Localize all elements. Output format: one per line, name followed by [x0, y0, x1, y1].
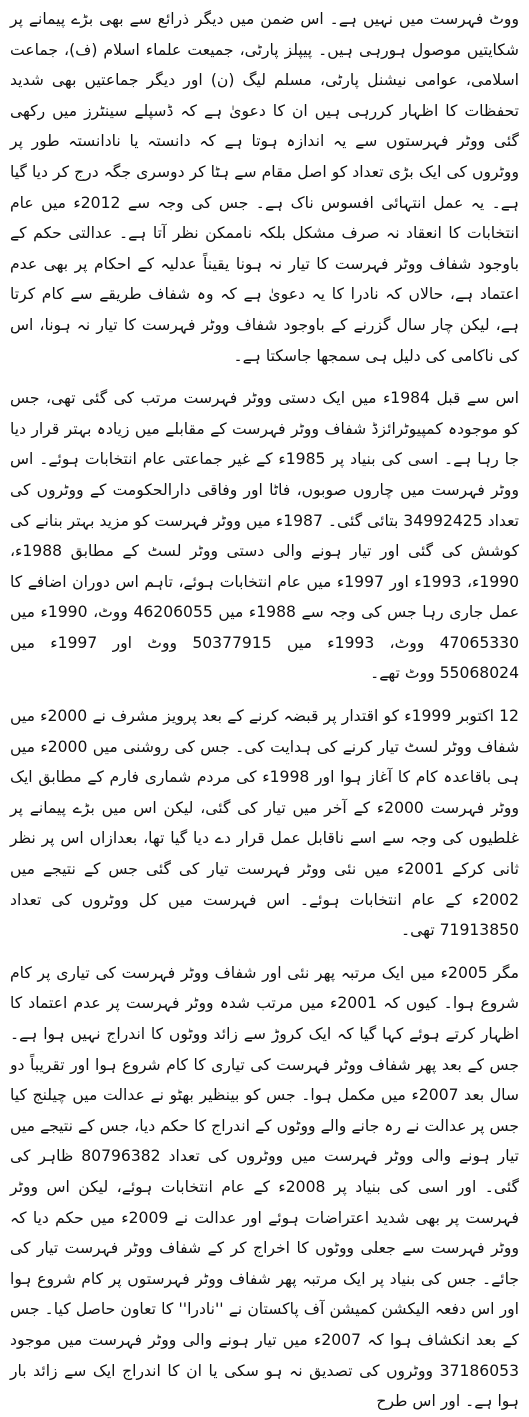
article-paragraph: مگر 2005ء میں ایک مرتبہ پھر نئی اور شفاف ووٹر فہرست کی تیاری پر کام شروع ہوا۔ کیوں کہ 2001ء میں مرتب شدہ ووٹر فہرست پر عدم اعتماد کا اظہار کرتے ہوئے کہا گیا کہ ایک کروڑ سے زائد ووٹوں کا اندراج نہیں ہوا ہے۔ جس کے بعد پھر شفاف ووٹر فہرست کی تیاری کا کام شروع ہوا اور تقریباً دو سال بعد 2007ء میں مکمل ہوا۔ جس کو بینظیر بھٹو نے عدالت میں چیلنج کیا جس پر عدالت نے رہ جانے والے ووٹوں کے اندراج کا حکم دیا، جس کے نتیجے میں تیار ہونے والی ووٹر فہرست میں ووٹروں کی تعداد 80796382 ظاہر کی گئی۔ اور اسی کی بنیاد پر 2008ء کے عام انتخابات ہوئے، لیکن اس ووٹر فہرست پر بھی شدید اعتراضات ہوئے اور عدالت نے 2009ء میں حکم دیا کہ ووٹر فہرست سے جعلی ووٹوں کا اخراج کر کے شفاف ووٹر فہرست تیار کی جائے۔ جس کی بنیاد پر ایک مرتبہ پھر شفاف ووٹر فہرستوں پر کام شروع ہوا اور اس دفعہ الیکشن کمیشن آف پاکستان نے ''نادرا'' کا تعاون حاصل کیا۔ جس کے بعد انکشاف ہوا کہ 2007ء میں تیار ہونے والی ووٹر فہرست میں موجود 37186053 ووٹروں کی تصدیق نہ ہو سکی یا ان کا اندراج ایک سے زائد بار ہوا ہے۔ اور اس طرح	[10, 963, 519, 1411]
article-paragraph: ووٹ فہرست میں نہیں ہے۔ اس ضمن میں دیگر ذرائع سے بھی بڑے پیمانے پر شکایتیں موصول ہورہی ہیں۔ پیپلز پارٹی، جمیعت علماء اسلام (ف)، جماعت اسلامی، عوامی نیشنل پارٹی، مسلم لیگ (ن) اور دیگر جماعتیں بھی شدید تحفظات کا اظہار کررہی ہیں ان کا دعویٰ ہے کہ ڈسپلے سینٹرز میں رکھی گئی ووٹر فہرستوں سے یہ اندازہ ہوتا ہے کہ دانستہ یا نادانستہ طور پر ووٹروں کی ایک بڑی تعداد کو اصل مقام سے ہٹا کر دوسری جگہ درج کر دیا گیا ہے۔ یہ عمل انتہائی افسوس ناک ہے۔ جس کی وجہ سے 2012ء میں عام انتخابات کا انعقاد نہ صرف مشکل بلکہ ناممکن نظر آتا ہے۔ عدالتی حکم کے باوجود شفاف ووٹر فہرست کا تیار نہ ہونا یقیناً عدلیہ کے احکام پر بھی عدم اعتماد ہے، حالاں کہ نادرا کا یہ دعویٰ ہے کہ وہ شفاف طریقے سے کام کرتا ہے، لیکن چار سال گزرنے کے باوجود شفاف ووٹر فہرست کا تیار نہ ہونا، اس کی ناکامی کی دلیل ہی سمجھا جاسکتا ہے۔	[10, 10, 519, 365]
article-paragraph: اس سے قبل 1984ء میں ایک دستی ووٹر فہرست مرتب کی گئی تھی، جس کو موجودہ کمپیوٹرائزڈ شفاف ووٹر فہرست کے مقابلے میں زیادہ بہتر قرار دیا جا رہا ہے۔ اسی کی بنیاد پر 1985ء کے غیر جماعتی عام انتخابات ہوئے۔ اس ووٹر فہرست میں چاروں صوبوں، فاٹا اور وفاقی دارالحکومت کے ووٹروں کی تعداد 34992425 بتائی گئی۔ 1987ء میں ووٹر فہرست کو مزید بہتر بنانے کی کوشش کی گئی اور تیار ہونے والی دستی ووٹر لسٹ کے مطابق 1988ء، 1990ء، 1993ء اور 1997ء میں عام انتخابات ہوئے، تاہم اس دوران اضافے کا عمل جاری رہا جس کی وجہ سے 1988ء میں 46206055 ووٹ، 1990ء میں 47065330 ووٹ، 1993ء میں 50377915 ووٹ اور 1997ء میں 55068024 ووٹ تھے۔	[10, 389, 520, 683]
article-paragraph: 12 اکتوبر 1999ء کو اقتدار پر قبضہ کرنے کے بعد پرویز مشرف نے 2000ء میں شفاف ووٹر لسٹ تیار کرنے کی ہدایت کی۔ جس کی روشنی میں 2000ء میں ہی باقاعدہ کام کا آغاز ہوا اور 1998ء کی مردم شماری فارم کے مطابق ایک ووٹر فہرست 2000ء کے آخر میں تیار کی گئی، لیکن اس میں بڑے پیمانے پر غلطیوں کی وجہ سے اسے ناقابل عمل قرار دے دیا گیا تھا، بعدازاں اس پر نظر ثانی کرکے 2001ء میں نئی ووٹر فہرست تیار کی گئی جس کے نتیجے میں 2002ء کے عام انتخابات ہوئے۔ اس فہرست میں کل ووٹروں کی تعداد 71913850 تھی۔	[10, 707, 520, 940]
